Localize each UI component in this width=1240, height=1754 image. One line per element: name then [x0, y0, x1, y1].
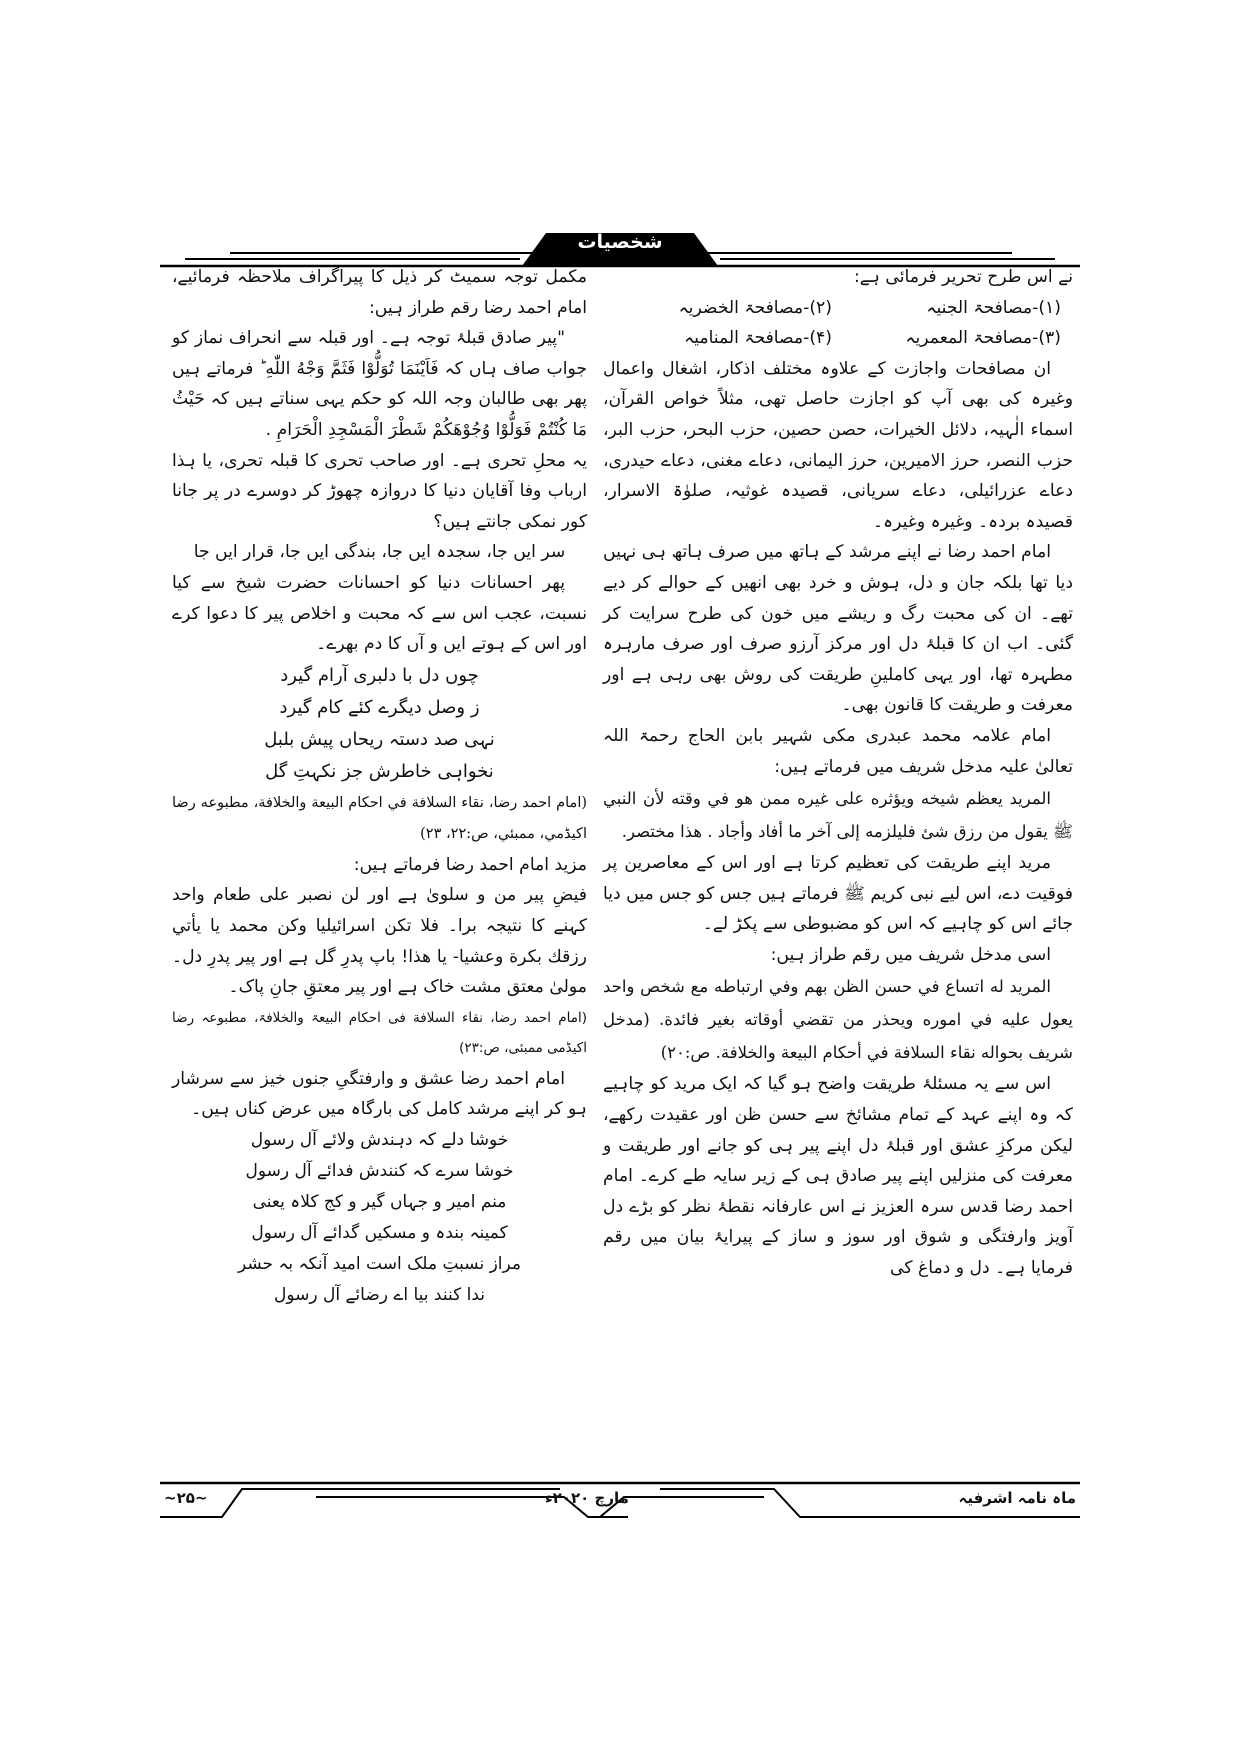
verse-line: سر ایں جا، سجدہ ایں جا، بندگی ایں جا، قرار ایں جا	[193, 542, 566, 563]
arabic-quote: المريد له اتساع في حسن الظن بهم وفي ارتباطه مع شخص واحد يعول عليه في اموره ويحذر من تقضي أوقاته بغير فائدة. (مدخل شريف بحواله نقاء السلافة في أحكام البيعة والخلافة. ص:۲۰)	[603, 977, 1073, 1063]
list-item: (۱)-مصافحۃ الجنیہ	[926, 297, 1061, 318]
intro-line: نے اس طرح تحریر فرمائی ہے:	[854, 267, 1073, 287]
poem-line: کمینہ بندہ و مسکیں گدائے آل رسول	[251, 1223, 508, 1244]
citation: (امام احمد رضا، نقاء السلافة في احكام البيعة والخلافة، مطبوعه رضا اكيڈمي، ممبئي، ص:۲۲، ۲۳)	[172, 794, 587, 842]
poem-line: خوشا دلے کہ دہندش ولائے آل رسول	[250, 1130, 509, 1151]
paragraph: مکمل توجہ سمیٹ کر ذیل کا پیراگراف ملاحظہ فرمائیے، امام احمد رضا رقم طراز ہیں:	[172, 267, 587, 318]
poem-line: نخواہی خاطرش جز نکہتِ گل	[265, 760, 494, 782]
paragraph: یہ محلِ تحری ہے۔ اور صاحب تحری کا قبلہ تحری، یا ہذا ارباب وفا آقایان دنیا کا دروازہ چھوڑ کر دوسرے در پر جانا کور نمکی جانتے ہیں؟	[172, 450, 587, 532]
left-column	[172, 262, 587, 1311]
paragraph: فیضِ پیر من و سلویٰ ہے اور لن نصبر علی طعام واحد کہنے کا نتیجہ برا۔ فلا تكن اسرائيليا وكن محمد يا يأتي رزقك بكرة وعشيا- یا ھذا! باپ پدرِ گل ہے اور پیر پدرِ دل۔ مولیٰ معتق مشت خاک ہے اور پیر معتقِ جانِ پاک۔	[172, 885, 587, 998]
citation: (امام احمد رضا، نقاء السلافة فی احکام البیعۃ والخلافۃ، مطبوعہ رضا اکیڈمی ممبئی، ص:۲۳)	[172, 1009, 587, 1057]
paragraph: ان مصافحات واجازت کے علاوہ مختلف اذکار، اشغال واعمال وغیرہ کی بھی آپ کو اجازت حاصل تھی، مثلاً خواص القرآن، اسماء الٰہیہ، دلائل الخیرات، حصن حصین، حزب البحر، حزب البر، حزب النصر، حرز الامیرین، حرز الیمانی، دعاے مغنی، دعاے حیدری، دعاے عزرائیلی، دعاے سریانی، قصیدہ غوثیہ، صلوٰۃ الاسرار، قصیدہ بردہ۔ وغیرہ وغیرہ۔	[603, 358, 1073, 532]
paragraph: مرید اپنے طریقت کی تعظیم کرتا ہے اور اس کے معاصرین پر فوقیت دے، اس لیے نبی کریم ﷺ فرماتے ہیں جس کو جس میں دیا جائے اس کو چاہیے کہ اس کو مضبوطی سے پکڑ لے۔	[603, 853, 1073, 935]
poem-line: نہی صد دستہ ریحاں پیش بلبل	[264, 728, 495, 750]
block-quote: "پیر صادق قبلۂ توجہ ہے۔ اور قبلہ سے انحراف نماز کو جواب صاف ہاں کہ فَاَیْنَمَا تُوَلُّوْا فَثَمَّ وَجْهُ اللّٰهِ ؕ فرماتے ہیں پھر بھی طالبان وجہ اللہ کو حکم یہی سناتے ہیں کہ حَیْثُ مَا كُنْتُمْ فَوَلُّوْا وُجُوْهَكُمْ شَطْرَ الْمَسْجِدِ الْحَرَامِ .	[172, 328, 587, 440]
right-column	[603, 262, 1073, 1284]
paragraph: مزید امام احمد رضا فرماتے ہیں:	[353, 854, 587, 875]
list-item: (۲)-مصافحۃ الخضریہ	[678, 297, 832, 318]
page-footer	[160, 1481, 1080, 1521]
musafaha-list	[603, 293, 1073, 354]
paragraph: امام احمد رضا نے اپنے مرشد کے ہاتھ میں صرف ہاتھ ہی نہیں دیا تھا بلکہ جان و دل، ہوش و خرد بھی انھیں کے حوالے کر دیے تھے۔ ان کی محبت رگ و ریشے میں خون کی طرح سرایت کر گئی۔ اب ان کا قبلۂ دل اور مرکز آرزو صرف اور صرف مارہرہ مطہرہ تھا، اور یہی کاملینِ طریقت کی روش بھی رہی ہے اور معرفت و طریقت کا قانون بھی۔	[603, 542, 1073, 716]
poem-line: ندا کنند بیا اے رضائے آل رسول	[274, 1285, 485, 1306]
paragraph: امام علامہ محمد عبدری مکی شہیر بابن الحاج رحمۃ اللہ تعالیٰ علیہ مدخل شریف میں فرماتے ہیں:	[603, 725, 1073, 777]
issue-date: مارچ ۲۰۲۰ء	[545, 1489, 629, 1507]
arabic-quote: المريد يعظم شيخه ويؤثره على غيره ممن هو في وقته لأن النبي ﷺ يقول من رزق شئ فليلزمه إلى آخر ما أفاد وأجاد . هذا مختصر.	[603, 789, 1073, 842]
list-item: (۴)-مصافحۃ المنامیہ	[684, 328, 832, 349]
poem-line: چوں دل با دلبری آرام گیرد	[280, 664, 479, 686]
persian-poem	[172, 1125, 587, 1311]
poem-line: منم امیر و جہاں گیر و کج کلاہ یعنی	[252, 1192, 507, 1213]
list-item: (۳)-مصافحۃ المعمریہ	[905, 328, 1061, 349]
poem-line: مراز نسبتِ ملک است امید آنکہ بہ حشر	[237, 1254, 521, 1275]
paragraph: اس سے یہ مسئلۂ طریقت واضح ہو گیا کہ ایک مرید کو چاہیے کہ وہ اپنے عہد کے تمام مشائخ سے حسن ظن اور عقیدت رکھے، لیکن مرکزِ عشق اور قبلۂ دل اپنے پیر ہی کو جانے اور طریقت و معرفت کی منزلیں اپنے پیر صادق ہی کے زیر سایہ طے کرے۔ امام احمد رضا قدس سرہ العزیز نے اس عارفانہ نقطۂ نظر کو بڑے دل آویز وارفتگی و شوق اور سوز و ساز کے پیرایۂ بیان میں رقم فرمایا ہے۔ دل و دماغ کی	[603, 1074, 1073, 1279]
paragraph: پھر احسانات دنیا کو احسانات حضرت شیخ سے کیا نسبت، عجب اس سے کہ محبت و اخلاص پیر کا دعوا کرے اور اس کے ہوتے ایں و آں کا دم بھرے۔	[172, 572, 587, 655]
magazine-name: ماہ نامہ اشرفیہ	[958, 1489, 1076, 1507]
persian-poem	[172, 660, 587, 788]
paragraph: امام احمد رضا عشق و وارفتگیِ جنوں خیز سے سرشار ہو کر اپنے مرشد کامل کی بارگاہ میں عرض کناں ہیں۔	[172, 1068, 587, 1120]
paragraph: اسی مدخل شریف میں رقم طراز ہیں:	[770, 944, 1051, 965]
poem-line: خوشا سرے کہ کنندش فدائے آل رسول	[245, 1161, 514, 1182]
section-title: شخصیات	[577, 231, 663, 253]
poem-line: ز وصل دیگرے کئے کام گیرد	[279, 696, 480, 718]
page-number: ~۲۵~	[164, 1489, 208, 1507]
